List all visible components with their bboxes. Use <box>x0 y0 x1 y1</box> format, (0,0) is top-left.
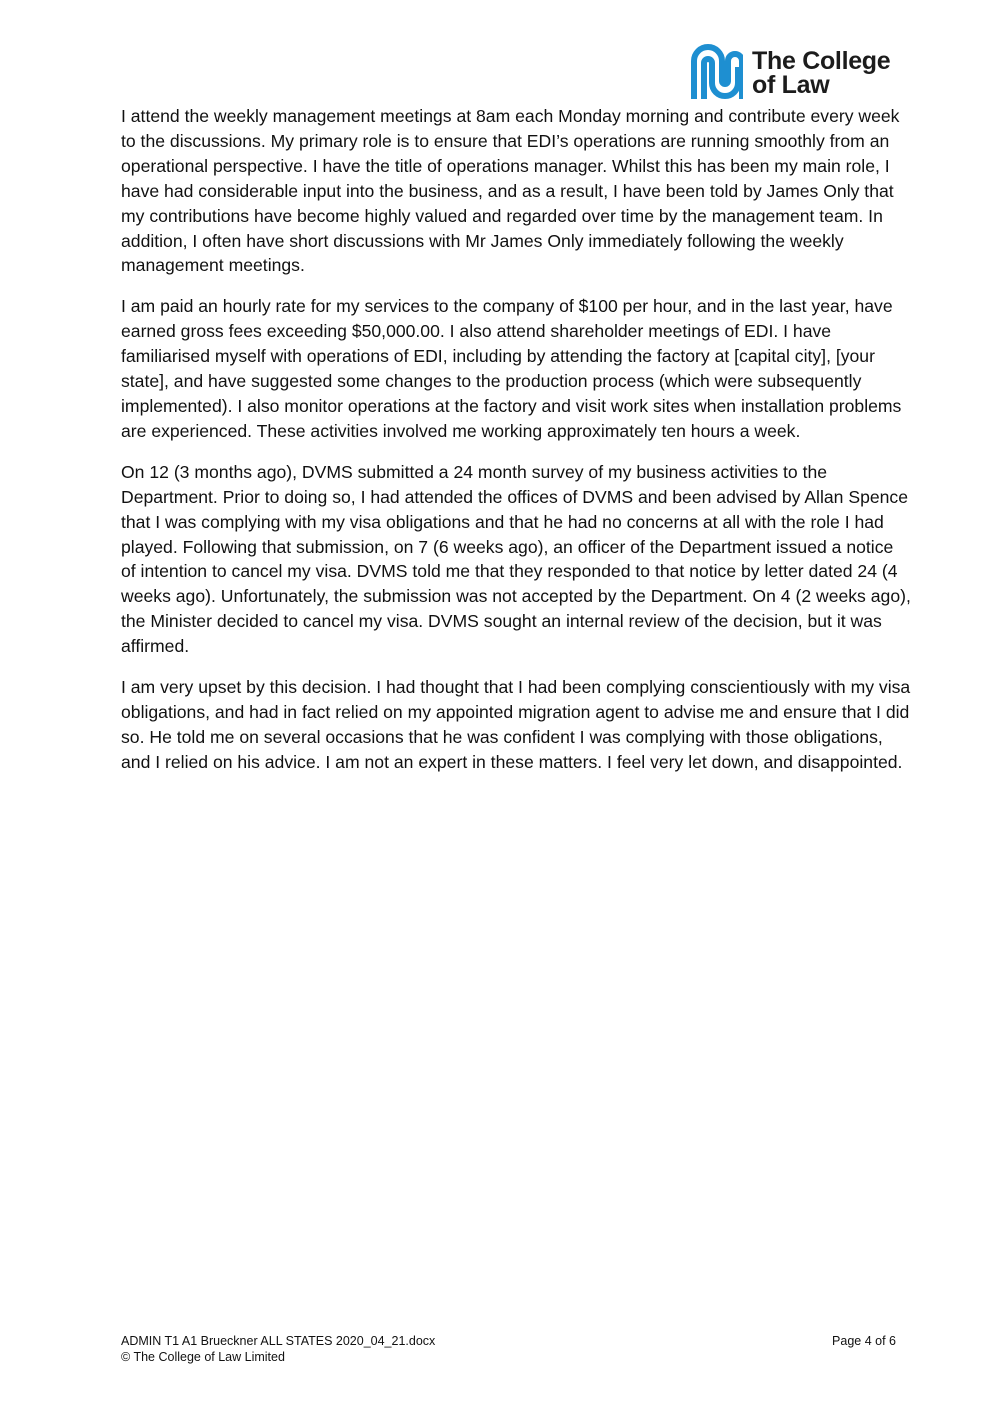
document-body <box>121 104 911 791</box>
college-of-law-logo-icon <box>689 41 743 99</box>
college-of-law-logo <box>689 41 904 101</box>
footer-left <box>121 1333 896 1365</box>
footer-copyright: © The College of Law Limited <box>121 1350 285 1364</box>
paragraph-4: I am very upset by this decision. I had thought that I had been complying conscientiously with my visa obligations, and had in fact relied on my appointed migration agent to advise me and ensure that I did so. He told me on several occasions that he was confident I was complying with those obligations, and I relied on his advice. I am not an expert in these matters. I feel very let down, and disappointed. <box>121 677 911 772</box>
paragraph-2: I am paid an hourly rate for my services to the company of $100 per hour, and in the last year, have earned gross fees exceeding $50,000.00. I also attend shareholder meetings of EDI. I have familiarised myself with operations of EDI, including by attending the factory at [capital city], [your state], and have suggested some changes to the production process (which were subsequently implemented). I also monitor operations at the factory and visit work sites when installation problems are experienced. These activities involved me working approximately ten hours a week. <box>121 296 902 441</box>
footer-document-name: ADMIN T1 A1 Brueckner ALL STATES 2020_04_21.docx <box>121 1334 436 1348</box>
logo-wordmark <box>752 49 890 97</box>
paragraph-1: I attend the weekly management meetings at 8am each Monday morning and contribute every week to the discussions. My primary role is to ensure that EDI’s operations are running smoothly from an operational perspective. I have the title of operations manager. Whilst this has been my main role, I have had considerable input into the business, and as a result, I have been told by James Only that my contributions have become highly valued and regarded over time by the management team. In addition, I often have short discussions with Mr James Only immediately following the weekly management meetings. <box>121 106 900 276</box>
footer-page-number: Page 4 of 6 <box>832 1334 896 1348</box>
logo-line-2: of Law <box>752 71 830 99</box>
logo-line-1: The College <box>752 47 891 75</box>
page-footer <box>121 1333 896 1365</box>
paragraph-3: On 12 (3 months ago), DVMS submitted a 24 month survey of my business activities to the Department. Prior to doing so, I had attended the offices of DVMS and been advised by Allan Spence that I was complying with my visa obligations and that he had no concerns at all with the role I had played. Following that submission, on 7 (6 weeks ago), an officer of the Department issued a notice of intention to cancel my visa. DVMS told me that they responded to that notice by letter dated 24 (4 weeks ago). Unfortunately, the submission was not accepted by the Department. On 4 (2 weeks ago), the Minister decided to cancel my visa. DVMS sought an internal review of the decision, but it was affirmed. <box>121 461 911 657</box>
